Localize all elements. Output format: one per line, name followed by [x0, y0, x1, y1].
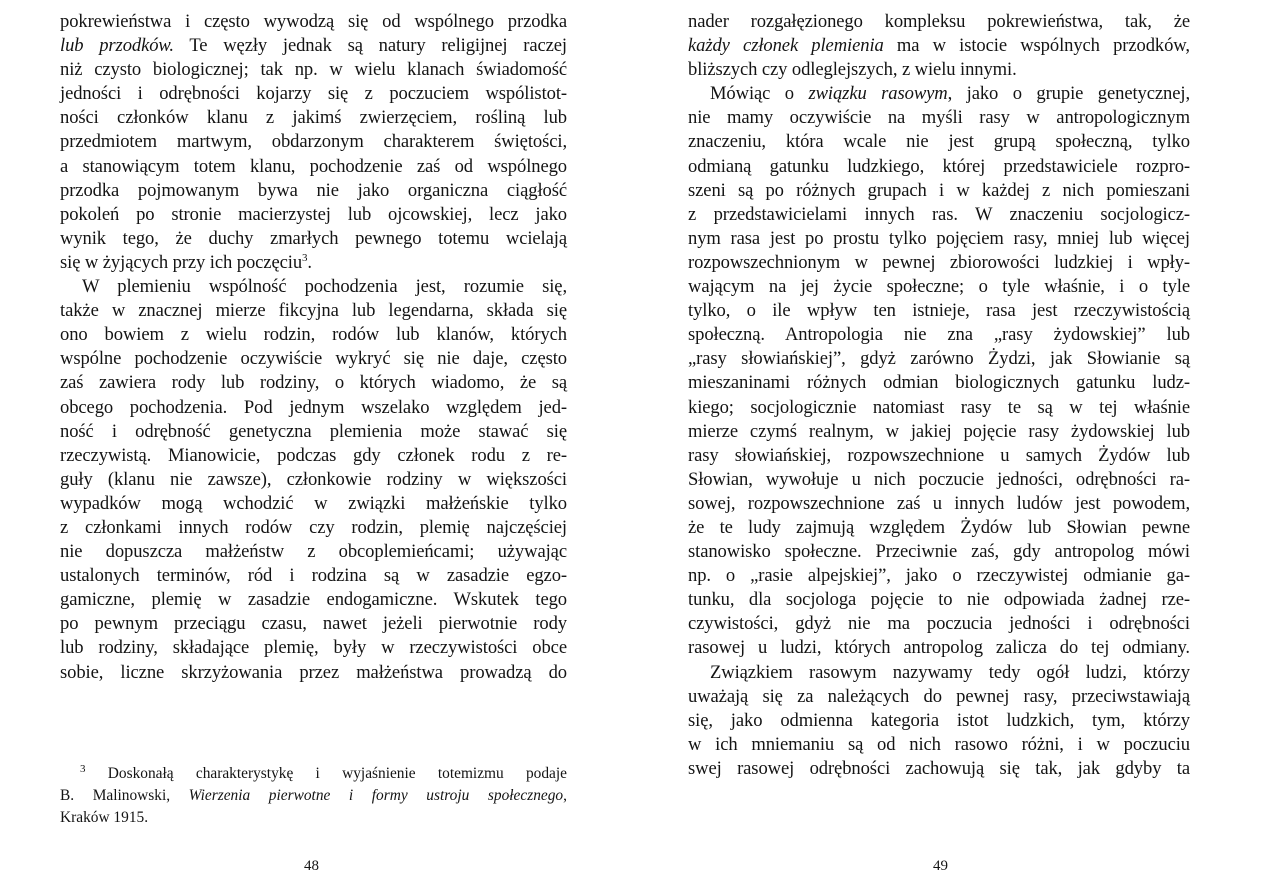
left-page-text-line: przedmiotem martwym, obdarzonym charakterem świętości, [60, 131, 567, 153]
right-page-text-line: rasowej u ludzi, których antropolog zalicza do tej odmiany. [688, 637, 1190, 659]
left-page-text-line: guły (klanu nie zawsze), członkowie rodziny w większości [60, 468, 567, 490]
right-page-text-line: społeczną. Antropologia nie zna „rasy żydowskiej” lub [688, 324, 1190, 346]
left-page-text-line: wypadków mogą wchodzić w związki małżeńskie tylko [60, 492, 567, 514]
left-page-text-line: a stanowiącym totem klanu, pochodzenie zaś od wspólnego [60, 155, 567, 177]
right-page-text-line: mieszaninami różnych odmian biologicznych gatunku ludz- [688, 372, 1190, 394]
right-page-text-line: stanowisko społeczne. Przeciwnie zaś, gdy antropolog mówi [688, 541, 1190, 563]
right-page-text-line: Mówiąc o związku rasowym, jako o grupie genetycznej, [710, 83, 1191, 105]
left-page-text-line: wspólne pochodzenie oczywiście wykryć się nie daje, często [60, 348, 567, 370]
footnote-line: Kraków 1915. [60, 809, 149, 826]
left-page-text-line: rzeczywistą. Mianowicie, podczas gdy członek rodu z re- [60, 444, 567, 466]
left-page-text-line: obcego pochodzenia. Pod jednym wszelako względem jed- [60, 396, 567, 418]
left-page-text-line: niż czysto biologicznej; tak np. w wielu klanach świadomość [60, 59, 567, 81]
left-page-text-line: się w żyjących przy ich poczęciu$^3$. [60, 251, 312, 273]
right-page-text-line: rozpowszechnionym w pewnej zbiorowości ludzkiej i wpły- [688, 251, 1190, 273]
right-page-text-line: że te ludy zajmują względem Żydów lub Słowian pewne [688, 516, 1190, 538]
right-page-text-line: mierze czymś realnym, w jakiej pojęcie rasy żydowskiej lub [688, 420, 1190, 442]
page-number-right: 49 [933, 858, 948, 874]
left-page-text-line: przodka pojmowanym bywa nie jako organiczna ciągłość [60, 179, 567, 201]
right-page-text-line: wającym na jej życie społeczne; o tyle właśnie, i o tyle [688, 276, 1190, 298]
left-page-text-line: ono bowiem z wielu rodzin, rodów lub klanów, których [60, 324, 567, 346]
right-page-text-line: tylko, o ile wpływ ten istnieje, rasa jest rzeczywistością [688, 300, 1190, 322]
right-page-text-line: szeni są po różnych grupach i w każdej z nich pomieszani [688, 179, 1190, 201]
left-page-text-line: pokrewieństwa i często wywodzą się od wspólnego przodka [60, 11, 567, 32]
page-number-left: 48 [304, 858, 319, 874]
right-page-text-line: np. o „rasie alpejskiej”, jako o rzeczywistej odmianie ga- [688, 565, 1190, 587]
left-page-text [60, 10, 567, 685]
left-page-text-line: W plemieniu wspólność pochodzenia jest, rozumie się, [82, 276, 567, 298]
right-page-text-line: kiego; socjologicznie natomiast rasy te są w tej właśnie [688, 396, 1190, 418]
footnote-line: $^3$ Doskonałą charakterystykę i wyjaśnienie totemizmu podaje [80, 762, 567, 782]
footnote [60, 763, 567, 829]
left-page-text-line: pokoleń po stronie macierzystej lub ojcowskiej, lecz jako [60, 203, 567, 225]
right-page-text-line: odmianą gatunku ludzkiego, której przedstawiciele rozpro- [688, 155, 1190, 177]
right-page-text-line: z przedstawicielami innych ras. W znaczeniu socjologicz- [688, 203, 1190, 225]
right-page-text-line: się, jako odmienna kategoria istot ludzkich, tym, którzy [688, 709, 1190, 731]
right-page-text-line: Związkiem rasowym nazywamy tedy ogół ludzi, którzy [710, 661, 1190, 683]
right-page-text-line: „rasy słowiańskiej”, gdyż zarówno Żydzi, jak Słowianie są [688, 348, 1190, 370]
right-page-text-line: znaczeniu, która wcale nie jest grupą społeczną, tylko [688, 131, 1190, 153]
right-page-text-line: nader rozgałęzionego kompleksu pokrewieństwa, tak, że [688, 11, 1190, 32]
left-page-text-line: także w znacznej mierze fikcyjna lub legendarna, składa się [60, 300, 567, 322]
left-page-text-line: sobie, liczne skrzyżowania przez małżeństwa prowadzą do [60, 661, 567, 683]
right-page-text-line: nym rasa jest po prostu tylko pojęciem rasy, mniej lub więcej [688, 227, 1190, 249]
left-page-text-line: ustalonych terminów, ród i rodzina są w zasadzie egzo- [60, 565, 567, 587]
left-page-text-line: jedności i odrębności kojarzy się z poczuciem wspólistot- [60, 83, 567, 105]
right-page-text-line: swej rasowej odrębności zachowują się tak, jak gdyby ta [688, 757, 1190, 779]
left-page-text-line: ność i odrębność genetyczna plemienia może stawać się [60, 420, 567, 442]
left-page-text-line: zaś zawiera rody lub rodziny, o których wiadomo, że są [60, 372, 567, 394]
right-page-text-line: czywistości, gdyż nie ma poczucia jedności i odrębności [688, 613, 1190, 635]
left-page-text-line: nie dopuszcza małżeństw z obcoplemieńcami; używając [60, 541, 567, 563]
right-page-text-line: rasy słowiańskiej, rozpowszechnione u samych Żydów lub [688, 444, 1190, 466]
left-page-text-line: gamiczne, plemię w zasadzie endogamiczne. Wskutek tego [60, 589, 567, 611]
right-page-text [688, 10, 1190, 781]
right-page-text-line: każdy członek plemienia ma w istocie wspólnych przodków, [688, 35, 1190, 57]
left-page-text-line: lub rodziny, składające plemię, były w rzeczywistości obce [60, 637, 567, 659]
right-page-text-line: w ich mniemaniu są od nich rasowo różni, i w poczuciu [688, 733, 1190, 755]
right-page-text-line: uważają się za należących do pewnej rasy, przeciwstawiają [688, 685, 1190, 707]
right-page-text-line: nie mamy oczywiście na myśli rasy w antropologicznym [688, 107, 1190, 129]
right-page-text-line: bliższych czy odleglejszych, z wielu innymi. [688, 59, 1017, 81]
left-page-text-line: wynik tego, że duchy zmarłych pewnego totemu wcielają [60, 227, 567, 249]
left-page-text-line: z członkami innych rodów czy rodzin, plemię najczęściej [60, 516, 567, 538]
left-page-text-line: po pewnym przeciągu czasu, nawet jeżeli pierwotnie rody [60, 613, 567, 635]
footnote-line: B. Malinowski, Wierzenia pierwotne i formy ustroju społecznego, [60, 787, 567, 804]
right-page-text-line: tunku, dla socjologa pojęcie to nie odpowiada żadnej rze- [688, 589, 1190, 611]
right-page-text-line: sowej, rozpowszechnione zaś u innych ludów jest powodem, [688, 492, 1190, 514]
right-page-text-line: Słowian, wywołuje u nich poczucie jedności, odrębności ra- [688, 468, 1190, 490]
left-page-text-line: lub przodków. Te węzły jednak są natury religijnej raczej [60, 35, 567, 57]
left-page-text-line: ności członków klanu z jakimś zwierzęciem, rośliną lub [60, 107, 567, 129]
